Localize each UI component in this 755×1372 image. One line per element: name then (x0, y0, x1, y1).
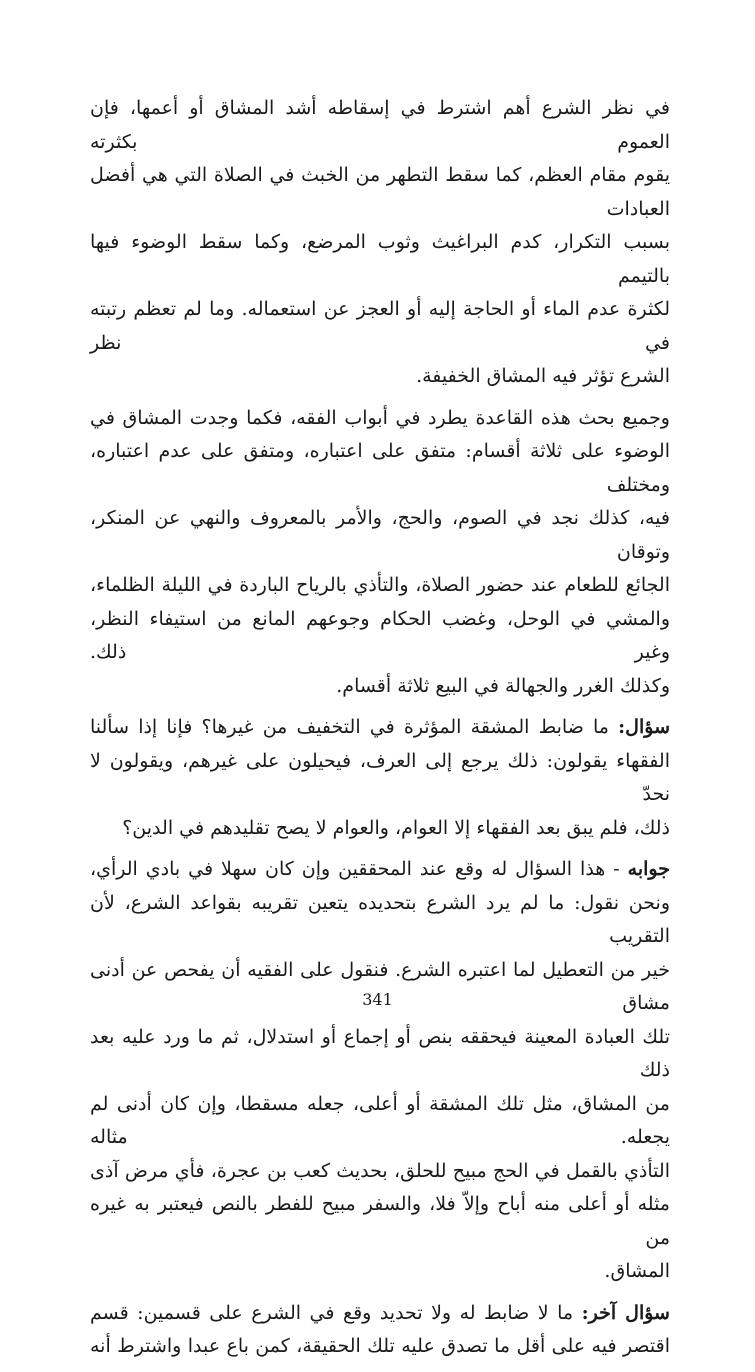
question-lead: سؤال: (618, 716, 670, 738)
text-line: الوضوء على ثلاثة أقسام: متفق على اعتباره، ومتفق على عدم اعتباره، ومختلف (90, 440, 670, 496)
text-line (90, 853, 670, 887)
text-line: من المشاق، مثل تلك المشقة أو أعلى، جعله مسقطا، وإن كان أدنى لم يجعله. مثاله (90, 1092, 670, 1148)
text-line: يقوم مقام العظم، كما سقط التطهر من الخبث في الصلاة التي هي أفضل العبادات (90, 164, 670, 220)
text-line: الجائع للطعام عند حضور الصلاة، والتأذي بالرياح الباردة في الليلة الظلماء، (90, 574, 670, 596)
text-line-rest: ما ضابط المشقة المؤثرة في التخفيف من غيرها؟ فإنا إذا سألنا (90, 716, 619, 738)
text-line (90, 711, 670, 745)
text-line: في نظر الشرع أهم اشترط في إسقاطه أشد المشاق أو أعمها، فإن العموم بكثرته (90, 97, 670, 153)
text-line: الشرع تؤثر فيه المشاق الخفيفة. (416, 365, 670, 387)
text-line: ذلك، فلم يبق بعد الفقهاء إلا العوام، والعوام لا يصح تقليدهم في الدين؟ (122, 816, 670, 839)
text-line: بسبب التكرار، كدم البراغيث وثوب المرضع، وكما سقط الوضوء فيها بالتيمم (90, 231, 670, 287)
text-line: الفقهاء يقولون: ذلك يرجع إلى العرف، فيحيلون على غيرهم، ويقولون لا نحدّ (90, 749, 670, 805)
text-line: وجميع بحث هذه القاعدة يطرد في أبواب الفقه، فكما وجدت المشاق في (90, 406, 670, 429)
paragraph-question-2 (90, 1297, 670, 1364)
paragraph-question-1 (90, 711, 670, 845)
text-line: المشاق. (604, 1260, 670, 1282)
text-line: خير من التعطيل لما اعتبره الشرع. فنقول على الفقيه أن يفحص عن أدنى مشاق (90, 958, 670, 1014)
paragraph-1 (90, 92, 670, 394)
text-line: التأذي بالقمل في الحج مبيح للحلق، بحديث كعب بن عجرة، فأي مرض آذى (90, 1159, 670, 1182)
page-number: 341 (362, 990, 393, 1009)
text-line: وكذلك الغرر والجهالة في البيع ثلاثة أقسام. (336, 674, 670, 697)
answer-lead: جوابه (627, 858, 670, 880)
text-line: فيه، كذلك نجد في الصوم، والحج، والأمر بالمعروف والنهي عن المنكر، وتوقان (90, 507, 670, 563)
text-line: اقتصر فيه على أقل ما تصدق عليه تلك الحقيقة، كمن باع عبدا واشترط أنه (90, 1335, 670, 1357)
paragraph-answer (90, 853, 670, 1289)
text-line: مثله أو أعلى منه أباح وإلاّ فلا، والسفر مبيح للفطر بالنص فيعتبر به غيره من (90, 1193, 670, 1249)
paragraph-2 (90, 402, 670, 704)
text-line: والمشي في الوحل، وغضب الحكام وجوعهم المانع من استيفاء النظر، وغير ذلك. (90, 607, 670, 663)
body-text (90, 92, 670, 1372)
text-line-rest: ما لا ضابط له ولا تحديد وقع في الشرع على قسمين: قسم (90, 1301, 582, 1324)
question-lead: سؤال آخر: (581, 1301, 670, 1324)
text-line (90, 1297, 670, 1331)
text-line-rest: - هذا السؤال له وقع عند المحققين وإن كان سهلا في بادي الرأي، (90, 858, 628, 880)
text-line: لكثرة عدم الماء أو الحاجة إليه أو العجز عن استعماله. وما لم تعظم رتبته في نظر (90, 298, 670, 354)
text-line: تلك العبادة المعينة فيحققه بنص أو إجماع أو استدلال، ثم ما ورد عليه بعد ذلك (90, 1025, 670, 1081)
text-line: ونحن نقول: ما لم يرد الشرع بتحديده يتعين تقريبه بقواعد الشرع، لأن التقريب (90, 891, 671, 947)
